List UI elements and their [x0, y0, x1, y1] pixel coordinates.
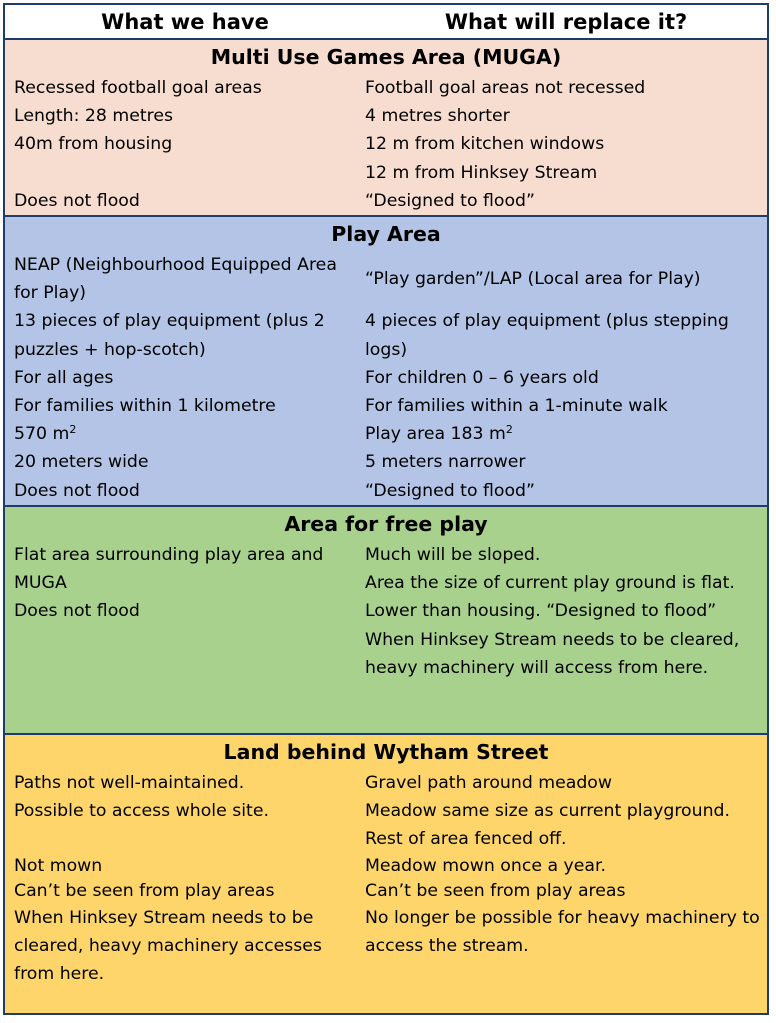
current-cell: Recessed football goal areas	[14, 78, 262, 98]
current-cell: 13 pieces of play equipment (plus 2 puzzles + hop-scotch)	[14, 311, 325, 360]
replacement-cell: “Designed to flood”	[365, 190, 535, 211]
replacement-cell: Meadow mown once a year.	[365, 855, 606, 876]
section-title: Land behind Wytham Street	[223, 740, 549, 764]
replacement-cell: No longer be possible for heavy machinery to access the stream.	[365, 907, 760, 956]
table-row	[5, 878, 767, 904]
current-cell: Length: 28 metres	[14, 106, 174, 127]
replacement-cell: 4 metres shorter	[365, 106, 510, 127]
replacement-text: Area the size of current play ground is flat.	[365, 573, 735, 594]
replacement-cell	[358, 420, 767, 448]
current-cell	[5, 825, 358, 853]
current-cell: NEAP (Neighbourhood Equipped Area for Play)	[14, 255, 337, 304]
replacement-cell: 5 meters narrower	[365, 452, 526, 473]
table-header	[5, 5, 767, 40]
table-row	[5, 251, 767, 307]
current-cell: Does not flood	[14, 480, 140, 501]
replacement-cell: 4 pieces of play equipment (plus stepping logs)	[365, 311, 729, 360]
table-row	[5, 477, 767, 505]
table-row	[5, 130, 767, 158]
current-cell: Not mown	[14, 855, 103, 876]
area-value: Play area 183 m	[365, 424, 506, 445]
current-cell	[5, 159, 358, 187]
replacement-cell	[358, 597, 767, 682]
current-cell: When Hinksey Stream needs to be cleared, heavy machinery accesses from here.	[14, 907, 322, 985]
replacement-cell: Gravel path around meadow	[365, 773, 613, 793]
current-cell	[5, 797, 358, 825]
table-row	[5, 102, 767, 130]
replacement-cell	[358, 251, 767, 307]
table-row	[5, 769, 767, 797]
column-header-replacement: What will replace it?	[444, 9, 688, 34]
table-row	[5, 420, 767, 448]
table-row	[5, 74, 767, 102]
replacement-cell: Football goal areas not recessed	[365, 78, 646, 98]
current-cell: 20 meters wide	[14, 452, 149, 473]
replacement-cell	[358, 541, 767, 597]
replacement-cell: Meadow same size as current playground.	[365, 801, 730, 822]
replacement-text: “Play garden”/LAP (Local area for Play)	[365, 269, 701, 290]
table-row	[5, 597, 767, 682]
table-row	[5, 797, 767, 825]
table-row	[5, 854, 767, 878]
table-row	[5, 364, 767, 392]
current-cell: Flat area surrounding play area and MUGA	[14, 545, 324, 594]
current-cell: Does not flood	[14, 190, 140, 211]
current-cell: For families within 1 kilometre	[14, 396, 276, 417]
table-row	[5, 159, 767, 187]
section-title: Area for free play	[284, 512, 488, 536]
current-cell: Paths not well-maintained.	[14, 773, 245, 793]
replacement-cell: 12 m from Hinksey Stream	[365, 162, 598, 183]
replacement-cell: Rest of area fenced off.	[365, 829, 567, 850]
section-title: Play Area	[331, 222, 441, 246]
current-cell: 40m from housing	[14, 134, 173, 155]
replacement-text: Lower than housing. “Designed to flood”	[365, 601, 717, 622]
replacement-text: Much will be sloped.	[365, 545, 541, 565]
table-row	[5, 307, 767, 363]
area-value: 570 m	[14, 424, 70, 445]
section-free-play	[5, 507, 767, 735]
table-row	[5, 392, 767, 420]
superscript: 2	[505, 423, 513, 437]
comparison-table	[3, 3, 769, 1015]
replacement-cell: For families within a 1-minute walk	[365, 396, 668, 417]
table-row	[5, 825, 767, 853]
section-play-area	[5, 217, 767, 507]
section-muga	[5, 40, 767, 217]
replacement-cell: Can’t be seen from play areas	[365, 880, 626, 901]
table-row	[5, 904, 767, 989]
table-row	[5, 187, 767, 215]
section-title: Multi Use Games Area (MUGA)	[210, 45, 562, 69]
replacement-cell: “Designed to flood”	[365, 480, 535, 501]
table-row	[5, 541, 767, 597]
current-cell: Does not flood	[14, 601, 140, 622]
superscript: 2	[69, 423, 77, 437]
current-cell: Can’t be seen from play areas	[14, 880, 275, 901]
replacement-text: When Hinksey Stream needs to be cleared, heavy machinery will access from here.	[365, 629, 740, 678]
section-land-behind-wytham-street	[5, 735, 767, 1015]
replacement-cell: 12 m from kitchen windows	[365, 134, 605, 155]
current-cell: For all ages	[14, 367, 114, 388]
table-row	[5, 448, 767, 476]
replacement-cell: For children 0 – 6 years old	[365, 367, 599, 388]
column-header-current: What we have	[101, 9, 269, 34]
current-text: Possible to access whole site.	[14, 801, 269, 822]
current-cell	[5, 420, 358, 448]
